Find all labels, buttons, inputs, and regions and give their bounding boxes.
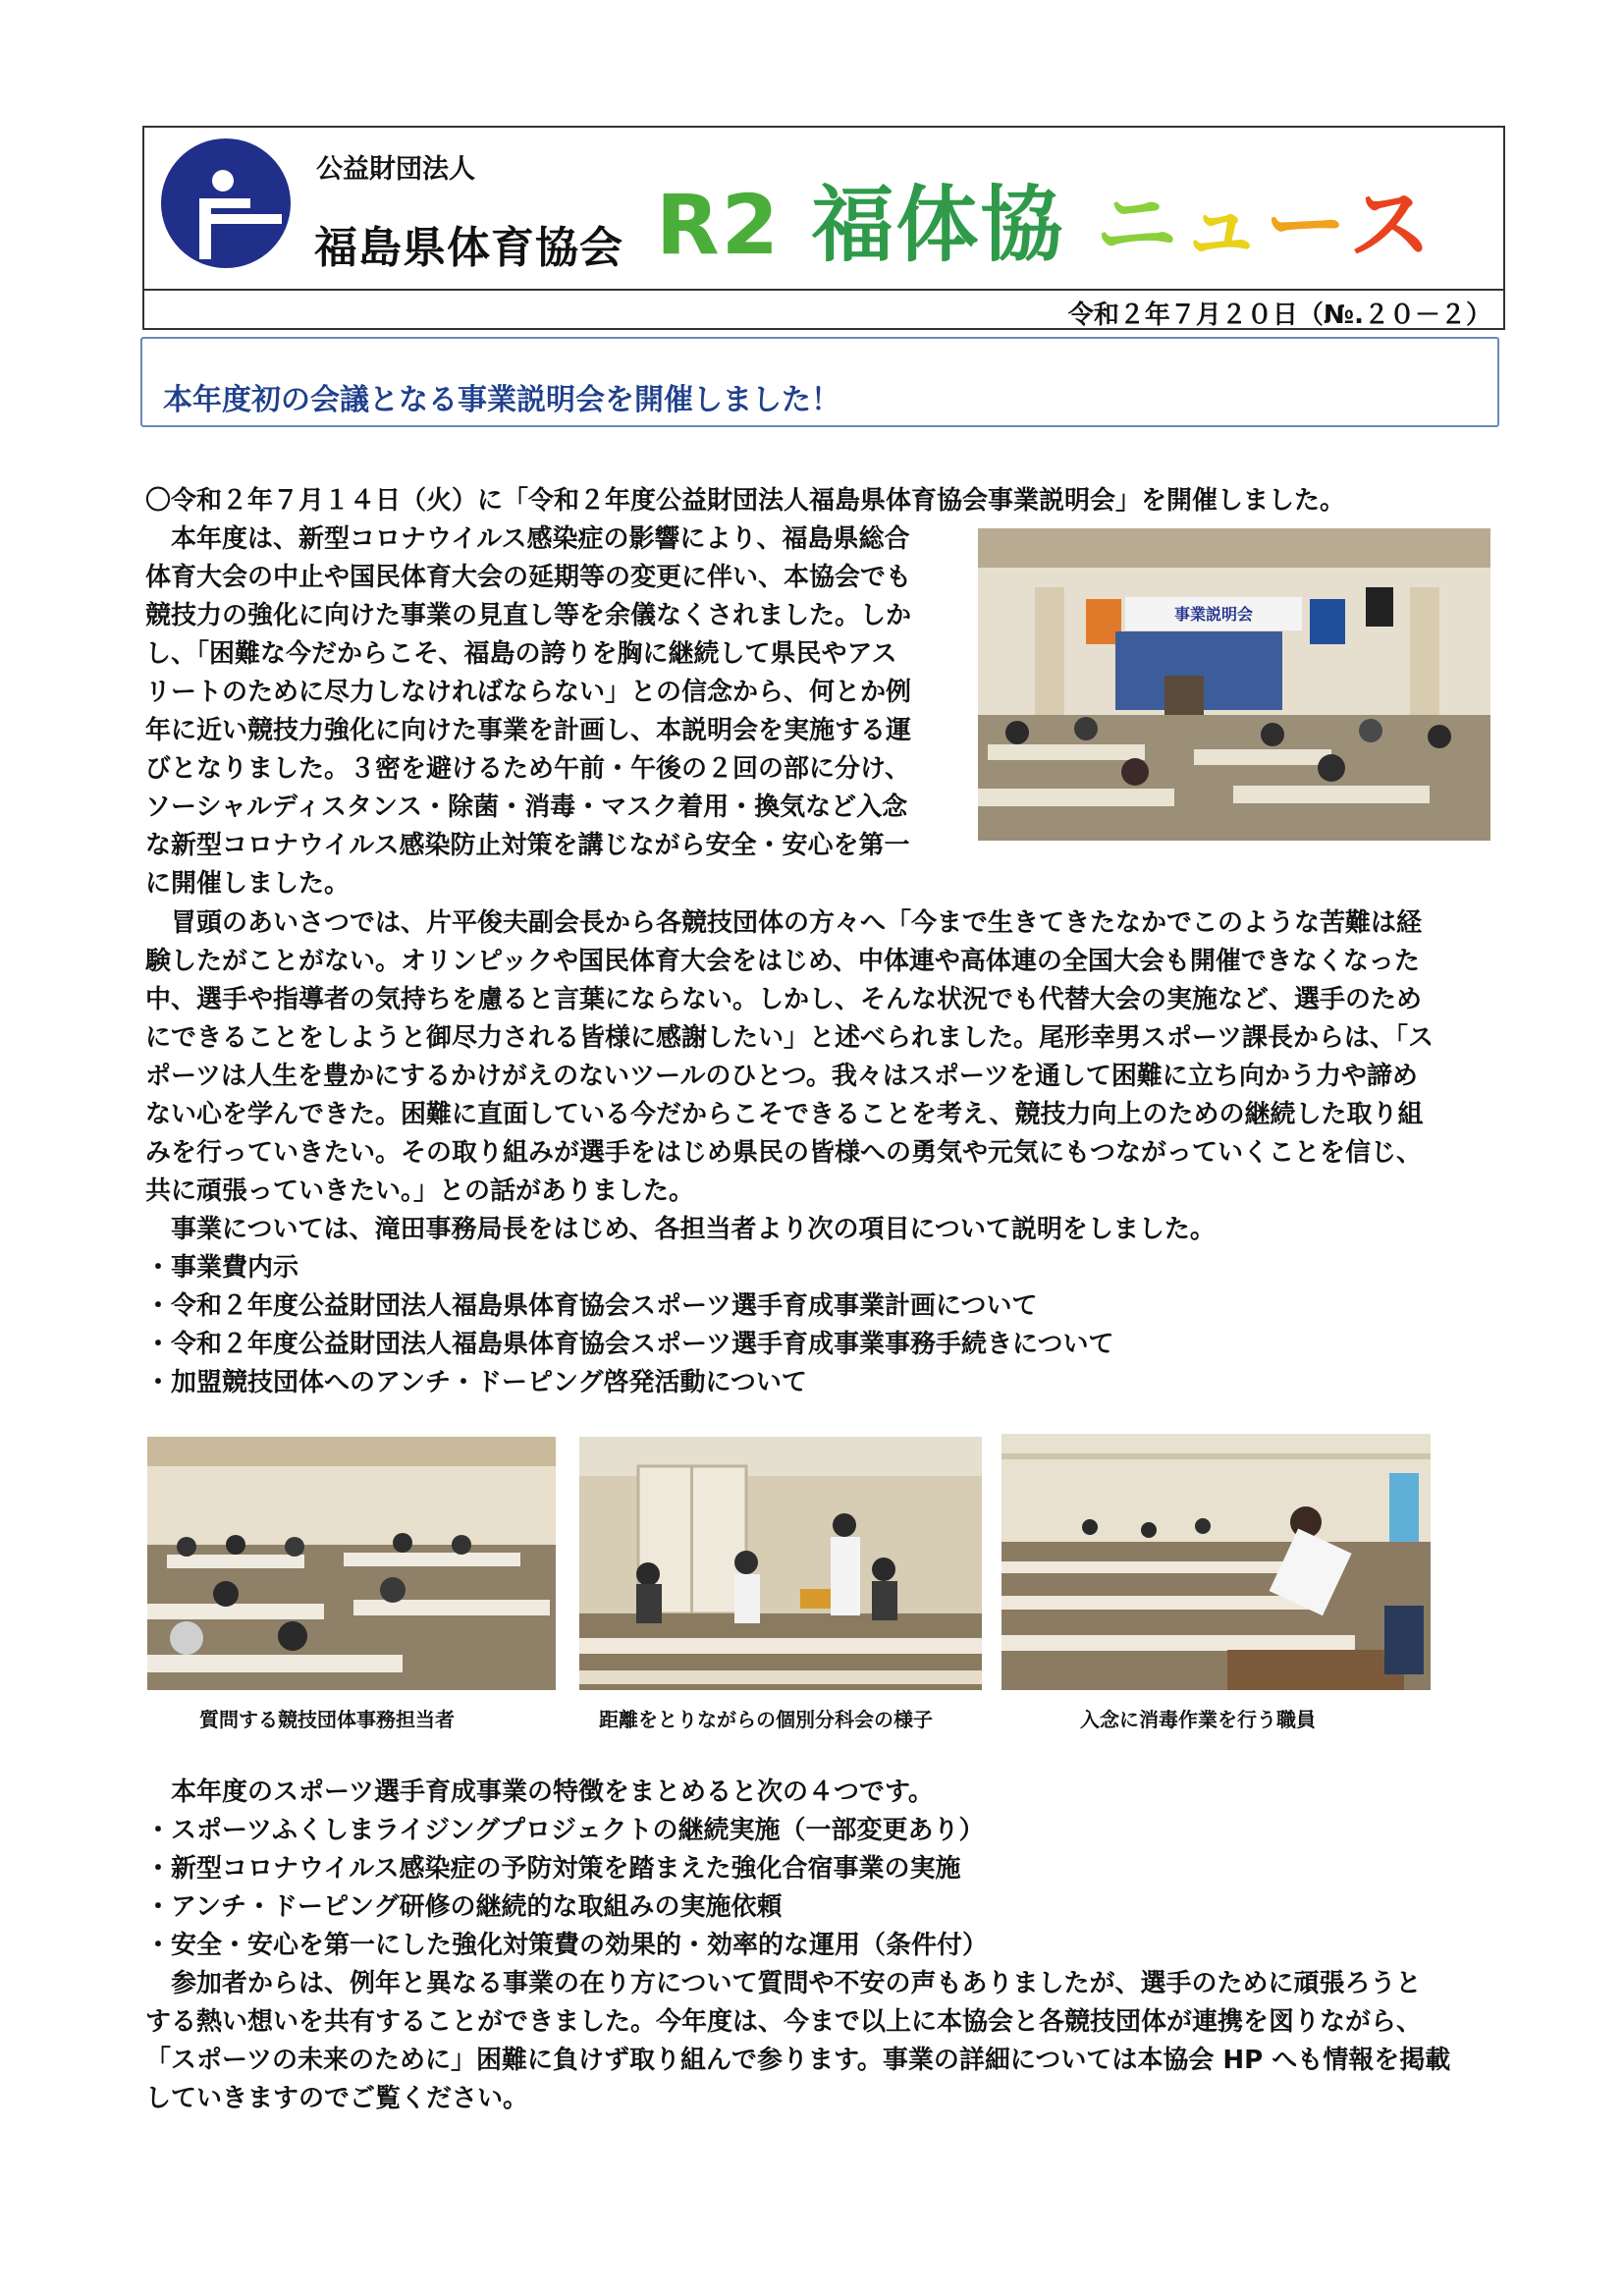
photo-disinfection-work	[1001, 1434, 1431, 1690]
body-line: ない心を学んできた。困難に直面している今だからこそできることを考え、競技力向上のための継続した取り組	[145, 1100, 1424, 1129]
org-name: 福島県体育協会	[314, 223, 623, 273]
body-line: リートのために尽力しなければならない」との信念から、何とか例	[145, 678, 912, 707]
body-line: 本年度は、新型コロナウイルス感染症の影響により、福島県総合	[145, 524, 910, 554]
photo-caption: 質問する競技団体事務担当者	[199, 1708, 455, 1731]
body-line: 「スポーツの未来のために」困難に負けず取り組んで参ります。事業の詳細については本協会 HP へも情報を掲載	[145, 2046, 1451, 2075]
bullet-item: ・新型コロナウイルス感染症の予防対策を踏まえた強化合宿事業の実施	[145, 1854, 961, 1884]
body-line: 本年度のスポーツ選手育成事業の特徴をまとめると次の４つです。	[145, 1777, 934, 1807]
headline: 本年度初の会議となる事業説明会を開催しました！	[163, 383, 840, 417]
body-line: 験したがことがない。オリンピックや国民体育大会をはじめ、中体連や高体連の全国大会も開催できなくなった	[145, 947, 1420, 976]
newsletter-title	[656, 159, 1434, 278]
body-line: 事業については、滝田事務局長をはじめ、各担当者より次の項目について説明をしました。	[145, 1215, 1216, 1244]
org-type-label: 公益財団法人	[316, 154, 475, 185]
body-line: びとなりました。３密を避けるため午前・午後の２回の部に分け、	[145, 754, 910, 784]
body-line: 〇令和２年７月１４日（火）に「令和２年度公益財団法人福島県体育協会事業説明会」を開催しました。	[145, 486, 1346, 516]
bullet-item: ・スポーツふくしまライジングプロジェクトの継続実施（一部変更あり）	[145, 1816, 985, 1845]
photo-question-session	[147, 1437, 556, 1690]
title-news	[1096, 159, 1434, 278]
title-news-char: ス	[1348, 177, 1434, 273]
body-line: に開催しました。	[145, 869, 351, 899]
body-line: 冒頭のあいさつでは、片平俊夫副会長から各競技団体の方々へ「今まで生きてきたなかでこのような苦難は経	[145, 908, 1423, 938]
bullet-item: ・令和２年度公益財団法人福島県体育協会スポーツ選手育成事業事務手続きについて	[145, 1330, 1114, 1359]
body-line: ポーツは人生を豊かにするかけがえのないツールのひとつ。我々はスポーツを通して困難に立ち向かう力や諦め	[145, 1062, 1418, 1091]
issue-date: 令和２年７月２０日（№.２０－２）	[1067, 301, 1491, 330]
body-line: 競技力の強化に向けた事業の見直し等を余儀なくされました。しか	[145, 601, 912, 630]
body-line: していきますのでご覧ください。	[145, 2084, 529, 2113]
photo-breakout-session	[579, 1437, 982, 1690]
title-news-char: ュ	[1179, 177, 1265, 273]
title-r2: R2	[656, 177, 782, 273]
body-line: する熱い想いを共有することができました。今年度は、今まで以上に本協会と各競技団体が連携を図りながら、	[145, 2007, 1423, 2037]
body-line: ソーシャルディスタンス・除菌・消毒・マスク着用・換気など入念	[145, 793, 908, 822]
body-line: 体育大会の中止や国民体育大会の延期等の変更に伴い、本協会でも	[145, 563, 912, 592]
bullet-item: ・事業費内示	[145, 1253, 299, 1283]
association-logo-icon	[160, 137, 292, 269]
body-line: 年に近い競技力強化に向けた事業を計画し、本説明会を実施する運	[145, 716, 912, 745]
bullet-item: ・アンチ・ドーピング研修の継続的な取組みの実施依頼	[145, 1892, 783, 1922]
meeting-photo	[978, 528, 1490, 841]
body-line: し、「困難な今だからこそ、福島の誇りを胸に継続して県民やアス	[145, 639, 897, 669]
bullet-item: ・加盟競技団体へのアンチ・ドーピング啓発活動について	[145, 1368, 807, 1397]
bullet-item: ・令和２年度公益財団法人福島県体育協会スポーツ選手育成事業計画について	[145, 1291, 1038, 1321]
title-news-char: ニ	[1095, 177, 1180, 273]
body-line: みを行っていきたい。その取り組みが選手をはじめ県民の皆様への勇気や元気にもつながっていくことを信じ、	[145, 1138, 1423, 1168]
body-line: 中、選手や指導者の気持ちを慮ると言葉にならない。しかし、そんな状況でも代替大会の実施など、選手のため	[145, 985, 1423, 1014]
photo-caption: 距離をとりながらの個別分科会の様子	[599, 1708, 933, 1731]
title-main: 福体協	[811, 177, 1065, 273]
title-news-char: ー	[1264, 177, 1349, 273]
photo-caption: 入念に消毒作業を行う職員	[1080, 1708, 1316, 1731]
body-line: 共に頑張っていきたい。」との話がありました。	[145, 1176, 695, 1206]
bullet-item: ・安全・安心を第一にした強化対策費の効果的・効率的な運用（条件付）	[145, 1931, 989, 1960]
banner-text: 事業説明会	[1173, 605, 1254, 624]
body-line: な新型コロナウイルス感染防止対策を講じながら安全・安心を第一	[145, 831, 910, 860]
body-line: にできることをしようと御尽力される皆様に感謝したい」と述べられました。尾形幸男スポーツ課長からは、「ス	[145, 1023, 1434, 1053]
body-line: 参加者からは、例年と異なる事業の在り方について質問や不安の声もありましたが、選手のために頑張ろうと	[145, 1969, 1422, 1998]
